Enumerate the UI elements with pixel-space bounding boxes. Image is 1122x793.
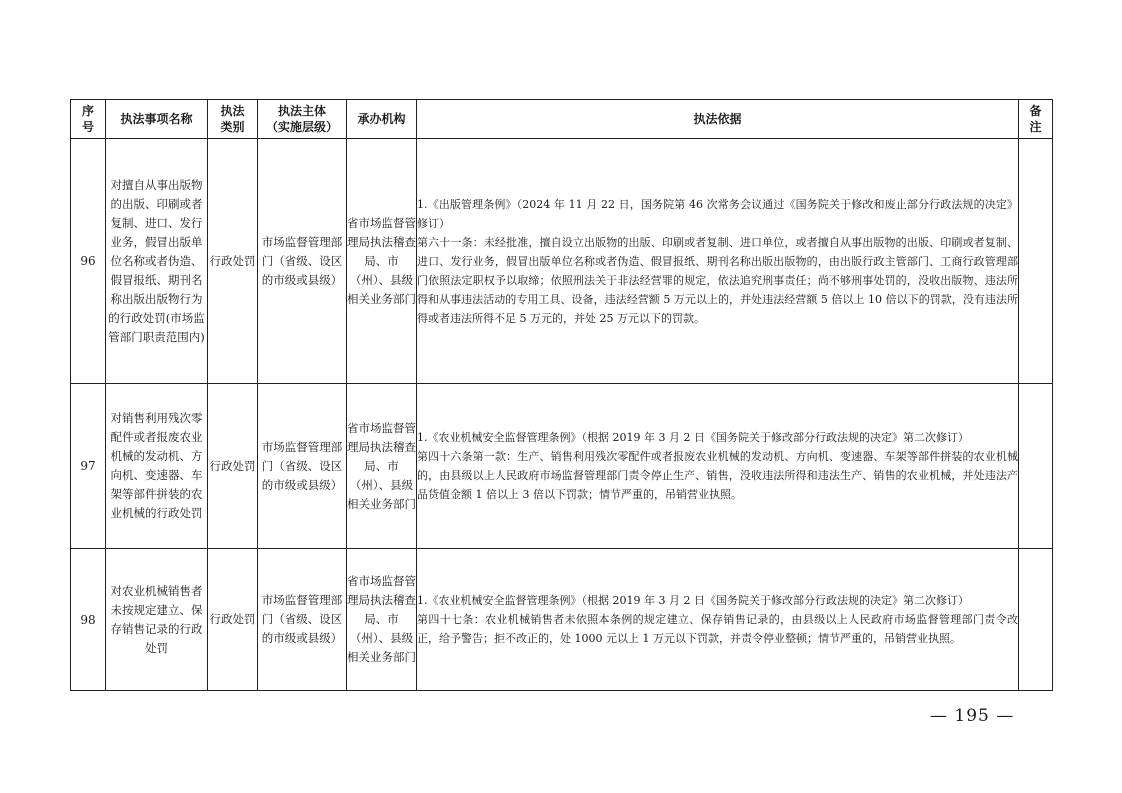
legal-basis <box>417 384 1019 549</box>
enforcement-subject: 市场监督管理部门（省级、设区的市级或县级） <box>258 384 347 549</box>
remarks <box>1019 549 1053 691</box>
remarks <box>1019 384 1053 549</box>
enforcement-subject: 市场监督管理部门（省级、设区的市级或县级） <box>258 139 347 384</box>
remarks <box>1019 139 1053 384</box>
basis-title: 1.《农业机械安全监督管理条例》（根据 2019 年 3 月 2 日《国务院关于修改部分行政法规的决定》第二次修订） <box>417 594 969 607</box>
enforcement-type: 行政处罚 <box>208 549 258 691</box>
item-name: 对擅自从事出版物的出版、印刷或者复制、进口、发行业务，假冒出版单位名称或者伪造、假冒报纸、期刊名称出版出版物行为的行政处罚(市场监管部门职责范围内) <box>106 139 208 384</box>
basis-text: 第四十七条：农业机械销售者未依照本条例的规定建立、保存销售记录的，由县级以上人民政府市场监督管理部门责令改正，给予警告；拒不改正的，处 1000 元以上 1 万元以下罚款，并责令停业整顿；情节严重的，吊销营业执照。 <box>417 613 1018 645</box>
handling-org: 省市场监督管理局执法稽查局、市（州）、县级相关业务部门 <box>347 384 417 549</box>
handling-org: 省市场监督管理局执法稽查局、市（州）、县级相关业务部门 <box>347 549 417 691</box>
legal-basis <box>417 549 1019 691</box>
enforcement-table <box>70 99 1053 691</box>
enforcement-subject: 市场监督管理部门（省级、设区的市级或县级） <box>258 549 347 691</box>
item-name: 对销售利用残次零配件或者报废农业机械的发动机、方向机、变速器、车架等部件拼装的农业机械的行政处罚 <box>106 384 208 549</box>
header-type: 执法 类别 <box>208 100 258 139</box>
page-number: — 195 — <box>930 706 1015 726</box>
basis-text: 第四十六条第一款：生产、销售利用残次零配件或者报废农业机械的发动机、方向机、变速器、车架等部件拼装的农业机械的，由县级以上人民政府市场监督管理部门责令停止生产、销售，没收违法所得和违法生产、销售的农业机械，并处违法产品货值金额 1 倍以上 3 倍以下罚款；情节严重的，吊销营业执照。 <box>417 450 1018 501</box>
table-row <box>71 139 1053 384</box>
table-row <box>71 549 1053 691</box>
header-org: 承办机构 <box>347 100 417 139</box>
basis-text: 第六十一条：未经批准，擅自设立出版物的出版、印刷或者复制、进口单位，或者擅自从事出版物的出版、印刷或者复制、进口、发行业务，假冒出版单位名称或者伪造、假冒报纸、期刊名称出版出版物的，由出版行政主管部门、工商行政管理部门依照法定职权予以取缔；依照刑法关于非法经营罪的规定，依法追究刑事责任；尚不够刑事处罚的，没收出版物、违法所得和从事违法活动的专用工具、设备，违法经营额 5 万元以上的，并处违法经营额 5 倍以上 10 倍以下的罚款，没有违法所得或者违法所得不足 5 万元的，并处 25 万元以下的罚款。 <box>417 235 1018 325</box>
header-basis: 执法依据 <box>417 100 1019 139</box>
header-name: 执法事项名称 <box>106 100 208 139</box>
legal-basis <box>417 139 1019 384</box>
row-number: 98 <box>71 549 106 691</box>
table-row <box>71 384 1053 549</box>
enforcement-type: 行政处罚 <box>208 139 258 384</box>
enforcement-type: 行政处罚 <box>208 384 258 549</box>
row-number: 96 <box>71 139 106 384</box>
row-number: 97 <box>71 384 106 549</box>
item-name: 对农业机械销售者未按规定建立、保存销售记录的行政处罚 <box>106 549 208 691</box>
basis-title: 1.《出版管理条例》（2024 年 11 月 22 日，国务院第 46 次常务会议通过《国务院关于修改和废止部分行政法规的决定》修订） <box>417 197 1018 230</box>
header-num: 序 号 <box>71 100 106 139</box>
basis-title: 1.《农业机械安全监督管理条例》（根据 2019 年 3 月 2 日《国务院关于修改部分行政法规的决定》第二次修订） <box>417 431 969 444</box>
table-header-row <box>71 100 1053 139</box>
handling-org: 省市场监督管理局执法稽查局、市（州）、县级相关业务部门 <box>347 139 417 384</box>
header-note: 备 注 <box>1019 100 1053 139</box>
header-subject: 执法主体 （实施层级） <box>258 100 347 139</box>
